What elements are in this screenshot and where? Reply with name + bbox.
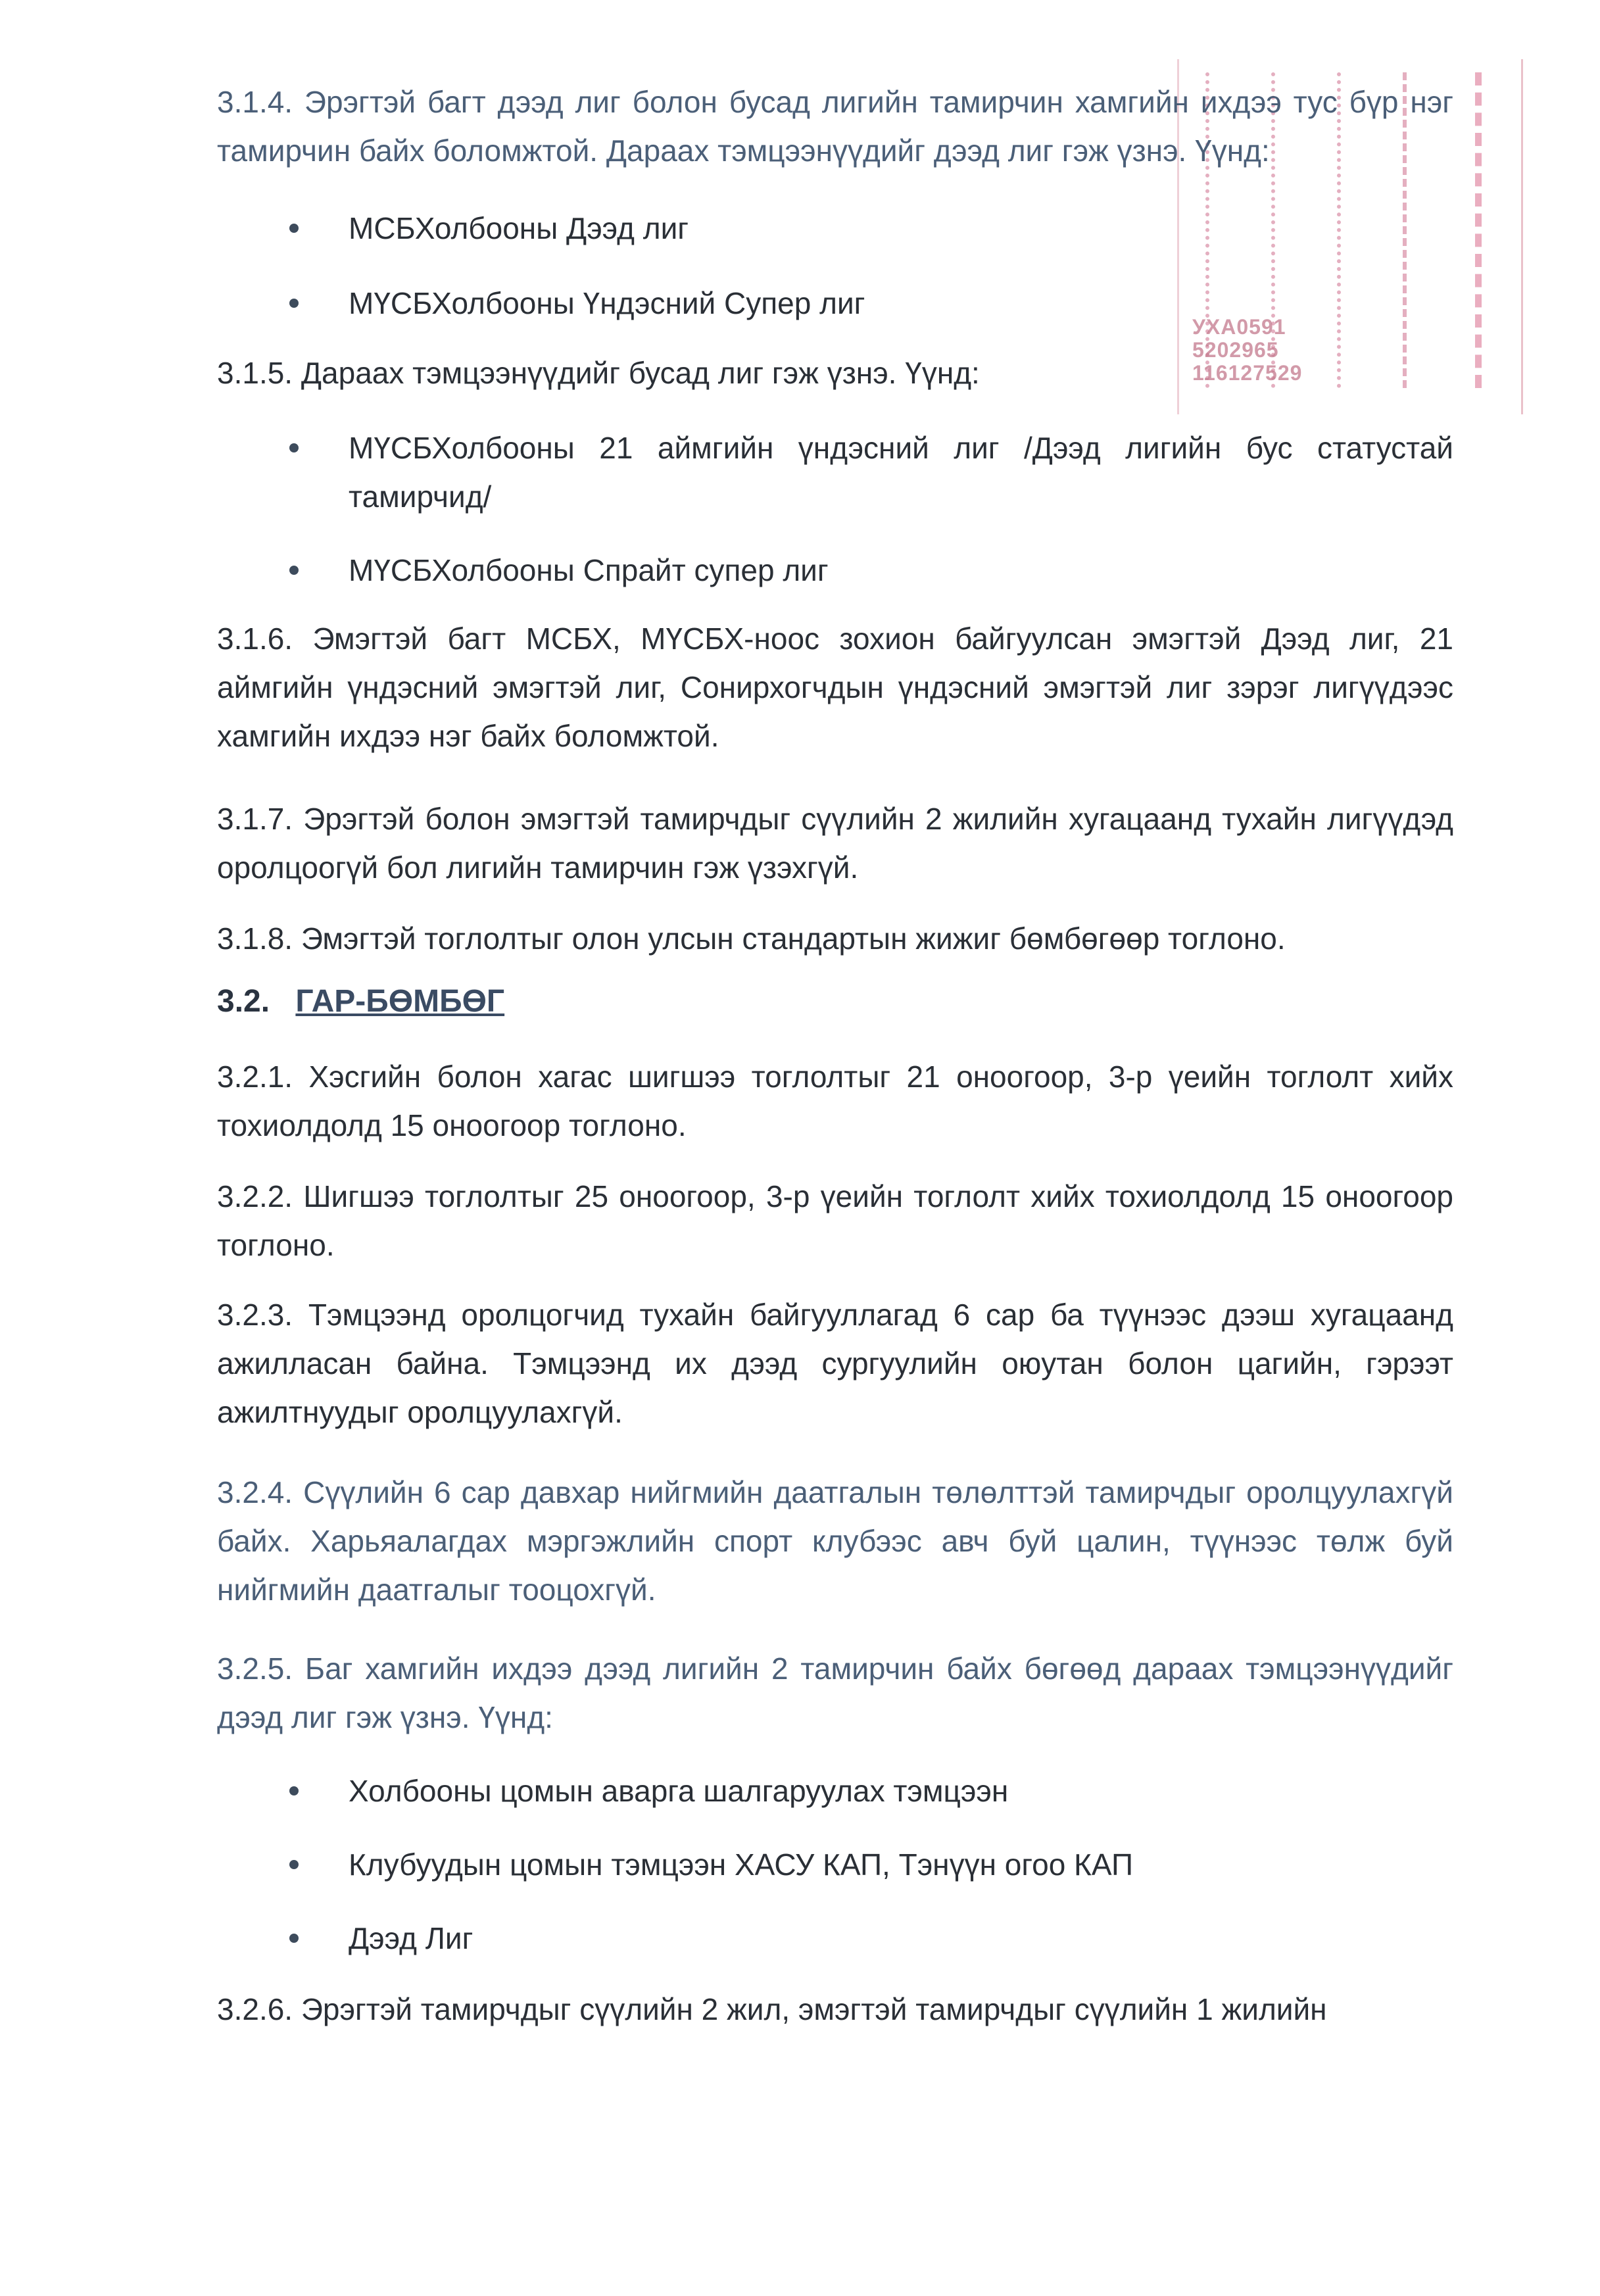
heading-title: ГАР-БӨМБӨГ (295, 984, 505, 1019)
paragraph-3-1-6: 3.1.6. Эмэгтэй багт МСБХ, МҮСБХ-ноос зохион байгуулсан эмэгтэй Дээд лиг, 21 аймгийн үндэсний эмэгтэй лиг, Сонирхогчдын үндэсний эмэгтэй лиг зэрэг лигүүдээс хамгийн ихдээ нэг байх боломжтой. (217, 622, 1453, 753)
stamp-code: УХА0591 (1192, 315, 1286, 339)
bullet-text: МҮСБХолбооны 21 аймгийн үндэсний лиг /Дээд лигийн бус статустай тамирчид/ (349, 431, 1453, 514)
bullet-text: Клубуудын цомын тэмцээн ХАСУ КАП, Тэнүүн огоо КАП (349, 1847, 1134, 1882)
stamp-code: 116127529 (1192, 361, 1303, 385)
bullet-dot (289, 1934, 299, 1943)
paragraph-3-2-6: 3.2.6. Эрэгтэй тамирчдыг сүүлийн 2 жил, эмэгтэй тамирчдыг сүүлийн 1 жилийн (217, 1992, 1327, 2026)
stamp-code: 5202965 (1192, 338, 1279, 362)
bullet-item (289, 1914, 1453, 1963)
bullet-text: МҮСБХолбооны Спрайт супер лиг (349, 553, 829, 587)
paragraph-3-1-8: 3.1.8. Эмэгтэй тоглолтыг олон улсын стандартын жижиг бөмбөгөөр тоглоно. (217, 921, 1286, 956)
bullet-dot (289, 1786, 299, 1795)
bullet-dot (289, 443, 299, 452)
bullet-text: МСБХолбооны Дээд лиг (349, 211, 689, 245)
bullet-text: Холбооны цомын аварга шалгаруулах тэмцээн (349, 1774, 1009, 1808)
paragraph-3-2-2: 3.2.2. Шигшээ тоглолтыг 25 оноогоор, 3-р үеийн тоглолт хийх тохиолдолд 15 оноогоор тоглоно. (217, 1179, 1453, 1262)
bullet-item (289, 1840, 1453, 1889)
bullet-dot (289, 299, 299, 308)
paragraph-3-1-7: 3.1.7. Эрэгтэй болон эмэгтэй тамирчдыг сүүлийн 2 жилийн хугацаанд тухайн лигүүдэд оролцоогүй бол лигийн тамирчин гэж үзэхгүй. (217, 802, 1453, 885)
paragraph-3-1-5: 3.1.5. Дараах тэмцээнүүдийг бусад лиг гэж үзнэ. Үүнд: (217, 356, 980, 390)
bullet-text: МҮСБХолбооны Үндэсний Супер лиг (349, 286, 865, 320)
bullet-dot (289, 224, 299, 233)
bullet-item (289, 1767, 1453, 1815)
bullet-dot (289, 1860, 299, 1869)
bullet-item (289, 546, 1453, 595)
paragraph-3-2-5: 3.2.5. Баг хамгийн ихдээ дээд лигийн 2 тамирчин байх бөгөөд дараах тэмцээнүүдийг дээд лиг гэж үзнэ. Үүнд: (217, 1651, 1453, 1734)
section-heading-3-2 (217, 977, 504, 1026)
bullet-item (289, 424, 1453, 521)
heading-number: 3.2. (217, 984, 270, 1019)
paragraph-3-1-4: 3.1.4. Эрэгтэй багт дээд лиг болон бусад лигийн тамирчин хамгийн ихдээ тус бүр нэг тамирчин байх боломжтой. Дараах тэмцээнүүдийг дээд лиг гэж үзнэ. Үүнд: (217, 85, 1453, 168)
paragraph-3-2-3: 3.2.3. Тэмцээнд оролцогчид тухайн байгууллагад 6 сар ба түүнээс дээш хугацаанд ажилласан байна. Тэмцээнд их дээд сургуулийн оюутан болон цагийн, гэрээт ажилтнуудыг оролцуулахгүй. (217, 1298, 1453, 1429)
paragraph-3-2-1: 3.2.1. Хэсгийн болон хагас шигшээ тоглолтыг 21 оноогоор, 3-р үеийн тоглолт хийх тохиолдолд 15 оноогоор тоглоно. (217, 1060, 1453, 1142)
bullet-text: Дээд Лиг (349, 1921, 473, 1955)
bullet-item (289, 279, 1453, 328)
bullet-dot (289, 566, 299, 575)
bullet-item (289, 204, 1453, 253)
stamp-script-line (1475, 72, 1505, 388)
paragraph-3-2-4: 3.2.4. Сүүлийн 6 сар давхар нийгмийн даатгалын төлөлттэй тамирчдыг оролцуулахгүй байх. Харьяалагдах мэргэжлийн спорт клубээс авч буй цалин, түүнээс төлж буй нийгмийн даатгалыг тооцохгүй. (217, 1475, 1453, 1607)
